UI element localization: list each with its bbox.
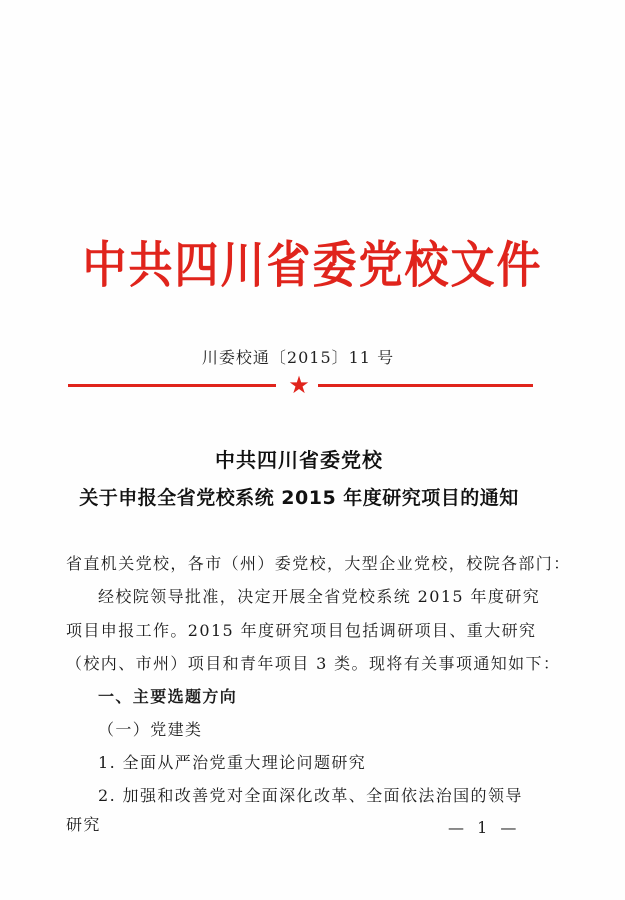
paragraph-line: 项目申报工作。2015 年度研究项目包括调研项目、重大研究 (66, 621, 537, 640)
red-divider (68, 371, 533, 399)
list-item-continuation: 研究 (66, 815, 101, 834)
paragraph-line: 经校院领导批准，决定开展全省党校系统 2015 年度研究 (98, 587, 541, 606)
subsection-heading: （一）党建类 (98, 720, 203, 739)
addressee-line: 省直机关党校，各市（州）委党校，大型企业党校，校院各部门： (66, 554, 571, 573)
document-masthead: 中共四川省委党校文件 (82, 237, 543, 295)
divider-line-right (318, 384, 533, 387)
notice-title-line-2: 关于申报全省党校系统 2015 年度研究项目的通知 (79, 487, 519, 509)
document-number: 川委校通〔2015〕11 号 (201, 348, 395, 367)
list-item: 2. 加强和改善党对全面深化改革、全面依法治国的领导 (98, 786, 523, 805)
section-heading: 一、主要选题方向 (98, 687, 238, 706)
list-item: 1. 全面从严治党重大理论问题研究 (98, 753, 367, 772)
page-number: — 1 — (448, 818, 521, 837)
divider-line-left (68, 384, 276, 387)
paragraph-line: （校内、市州）项目和青年项目 3 类。现将有关事项通知如下： (66, 654, 561, 673)
notice-title-line-1: 中共四川省委党校 (215, 448, 383, 472)
star-icon: ★ (288, 371, 310, 399)
